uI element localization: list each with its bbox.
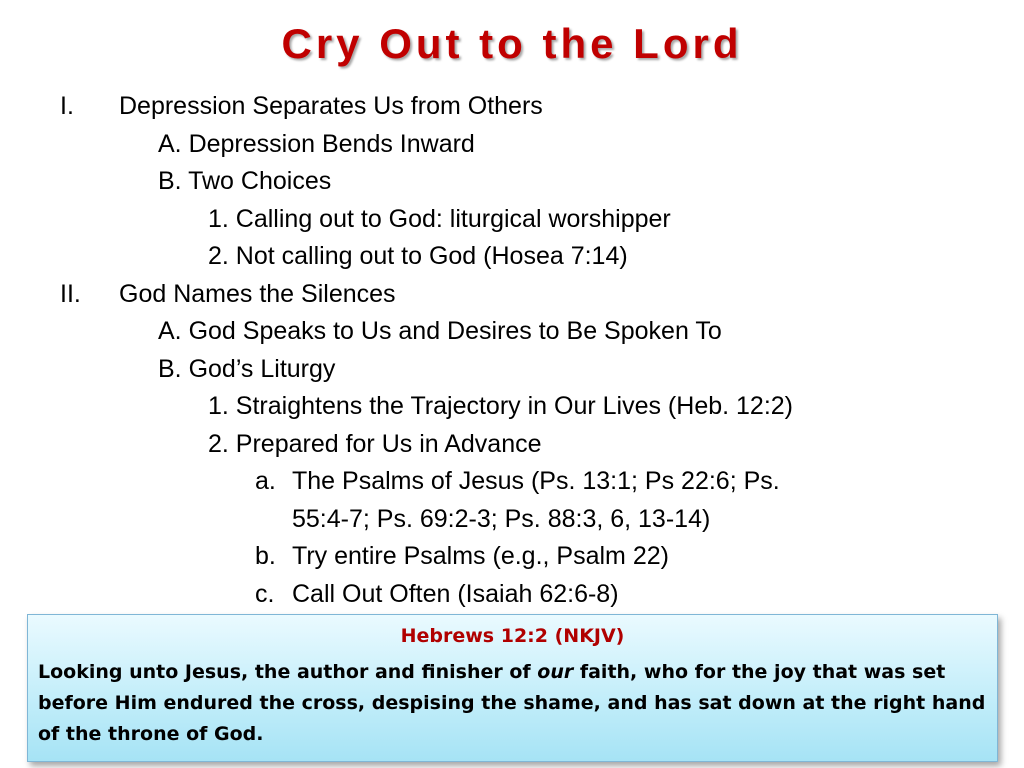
outline-item (0, 201, 1024, 239)
verse-reference: Hebrews 12:2 (NKJV) (400, 625, 625, 647)
outline-text: 1. Calling out to God: liturgical worshipper (208, 204, 671, 233)
outline-marker: a. (255, 467, 276, 495)
outline-item (0, 126, 1024, 164)
outline-text: 2. Prepared for Us in Advance (208, 429, 542, 458)
outline-marker: I. (60, 92, 74, 120)
outline-text: Try entire Psalms (e.g., Psalm 22) (292, 542, 669, 570)
outline-text: 2. Not calling out to God (Hosea 7:14) (208, 242, 628, 270)
outline-item (0, 88, 1024, 126)
outline-marker: II. (60, 279, 81, 308)
verse-text-before: Looking unto Jesus, the author and finisher of (38, 661, 538, 683)
outline-marker: b. (255, 542, 276, 570)
outline-text: A. Depression Bends Inward (158, 129, 475, 158)
outline-marker: c. (255, 579, 275, 608)
outline-text: God Names the Silences (119, 279, 396, 308)
outline-item (0, 576, 1024, 614)
slide-title: Cry Out to the Lord (281, 20, 743, 67)
outline-text: 1. Straightens the Trajectory in Our Lives (Heb. 12:2) (208, 392, 793, 420)
verse-text-emphasis: our (537, 661, 574, 683)
outline-item (0, 463, 1024, 501)
verse-text-after: faith, who for the joy that was set before Him endured the cross, despising the shame, and has sat down at the right hand of the throne of God. (38, 661, 986, 745)
sermon-outline (0, 88, 1024, 613)
outline-item (0, 426, 1024, 464)
outline-item-continuation (0, 501, 1024, 539)
outline-item (0, 538, 1024, 576)
outline-item (0, 313, 1024, 351)
outline-text: Depression Separates Us from Others (119, 92, 543, 120)
outline-text: B. Two Choices (158, 167, 332, 195)
outline-text: The Psalms of Jesus (Ps. 13:1; Ps 22:6; Ps. (292, 467, 780, 495)
outline-item (0, 163, 1024, 201)
outline-text: A. God Speaks to Us and Desires to Be Spoken To (158, 317, 722, 345)
verse-text (38, 657, 988, 750)
outline-item (0, 351, 1024, 389)
outline-item (0, 276, 1024, 314)
outline-item (0, 388, 1024, 426)
outline-text: Call Out Often (Isaiah 62:6-8) (292, 579, 619, 608)
outline-text: B. God’s Liturgy (158, 354, 336, 383)
outline-text: 55:4-7; Ps. 69:2-3; Ps. 88:3, 6, 13-14) (292, 504, 711, 533)
outline-item (0, 238, 1024, 276)
scripture-callout (27, 614, 998, 762)
